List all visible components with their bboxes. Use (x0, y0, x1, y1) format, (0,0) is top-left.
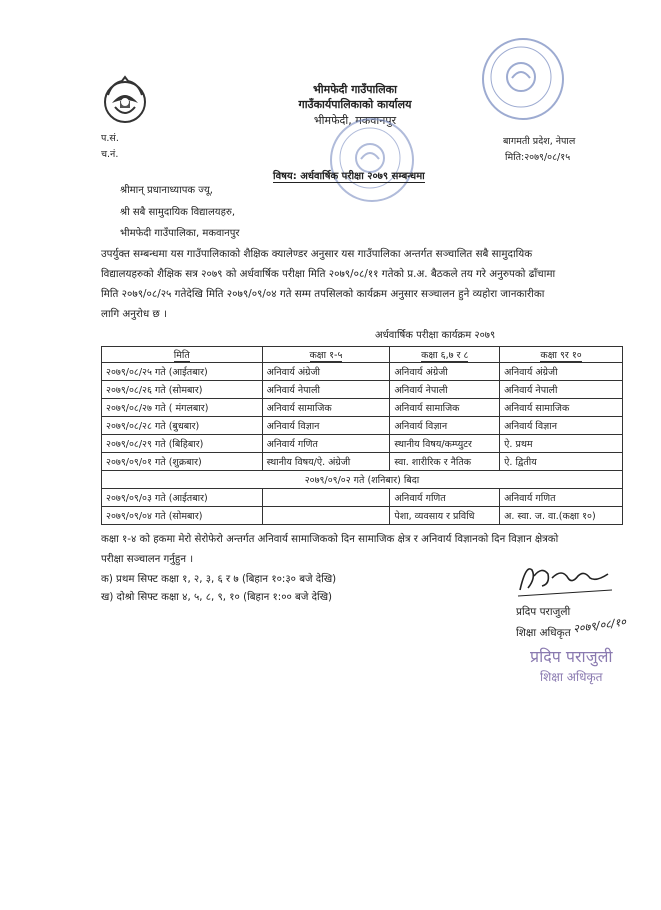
dispatch-number: च.नं. (101, 149, 119, 160)
cell-subject: अनिवार्य सामाजिक (390, 399, 500, 417)
table-row (102, 453, 623, 471)
note-line-1: कक्षा १-४ को हकमा मेरो सेरोफेरो अन्तर्गत अनिवार्य सामाजिकको दिन सामाजिक क्षेत्र र अनिवार्य विज्ञानको दिन विज्ञान क्षेत्रको (101, 534, 559, 545)
recipient-1: श्रीमान् प्रधानाध्यापक ज्यू, (120, 185, 213, 196)
cell-date: २०७९/०८/२९ गते (बिहिबार) (102, 435, 263, 453)
header-grade-6-8: कक्षा ६,७ र ८ (390, 347, 500, 363)
schedule-title: अर्धवार्षिक परीक्षा कार्यक्रम २०७९ (375, 330, 496, 341)
date-line: मिति:२०७९/०८/१५ (505, 152, 571, 163)
office-seal-center (330, 118, 414, 202)
cell-subject: अनिवार्य विज्ञान (390, 417, 500, 435)
table-row (102, 381, 623, 399)
table-row (102, 507, 623, 525)
cell-subject: अनिवार्य अंग्रेजी (500, 363, 623, 381)
office-seal-top-right (482, 38, 564, 120)
cell-subject: पेशा, व्यवसाय र प्रविधि (390, 507, 500, 525)
cell-subject: स्थानीय विषय/कम्प्युटर (390, 435, 500, 453)
cell-date: २०७९/०८/२६ गते (सोमबार) (102, 381, 263, 399)
cell-subject: स्थानीय विषय/ऐ. अंग्रेजी (262, 453, 390, 471)
cell-subject: अनिवार्य नेपाली (390, 381, 500, 399)
header-grade-1-5: कक्षा १-५ (262, 347, 390, 363)
handwritten-signature (512, 560, 622, 600)
body-line-4: लागि अनुरोध छ । (101, 308, 167, 320)
note-line-2: परीक्षा सञ्चालन गर्नुहुन । (101, 554, 194, 565)
recipient-2: श्री सबै सामुदायिक विद्यालयहरु, (120, 207, 236, 218)
cell-subject (262, 507, 390, 525)
office-name: गाउँकार्यपालिकाको कार्यालय (298, 98, 412, 111)
table-row (102, 399, 623, 417)
cell-subject: अ. स्वा. ज. वा.(कक्षा १०) (500, 507, 623, 525)
province-line: बागमती प्रदेश, नेपाल (503, 136, 576, 147)
cell-date: २०७९/०९/०४ गते (सोमबार) (102, 507, 263, 525)
table-row (102, 489, 623, 507)
subject-line (273, 168, 425, 183)
subject-text: विषय: अर्धवार्षिक परीक्षा २०७९ सम्बन्धमा (273, 171, 425, 182)
cell-subject: अनिवार्य गणित (500, 489, 623, 507)
cell-subject: अनिवार्य विज्ञान (500, 417, 623, 435)
signatory-name: प्रदिप पराजुली (516, 606, 571, 618)
table-header-row (102, 347, 623, 363)
nepal-emblem-icon (100, 75, 150, 125)
cell-subject: अनिवार्य नेपाली (262, 381, 390, 399)
address: भीमफेदी, मकवानपुर (313, 114, 397, 127)
table-row (102, 435, 623, 453)
holiday-cell: २०७९/०९/०२ गते (शनिबार) बिदा (102, 471, 623, 489)
cell-subject: अनिवार्य विज्ञान (262, 417, 390, 435)
holiday-row (102, 471, 623, 489)
cell-subject (262, 489, 390, 507)
handwritten-date: २०७९/०८/१० (572, 615, 627, 636)
header-date: मिति (102, 347, 263, 363)
name-stamp: प्रदिप पराजुली (530, 647, 613, 666)
body-line-3: मिति २०७९/०८/२५ गतेदेखि मिति २०७९/०९/०४ गते सम्म तपसिलको कार्यक्रम अनुसार सञ्चालन हुने व्यहोरा जानकारीका (101, 288, 545, 300)
shift-1: क) प्रथम सिफ्ट कक्षा १, २, ३, ६ र ७ (बिहान १०:३० बजे देखि) (101, 574, 337, 585)
recipient-3: भीमफेदी गाउँपालिका, मकवानपुर (120, 228, 240, 239)
cell-subject: अनिवार्य अंग्रेजी (390, 363, 500, 381)
table-row (102, 363, 623, 381)
cell-date: २०७९/०८/२७ गते ( मंगलबार) (102, 399, 263, 417)
cell-subject: अनिवार्य गणित (262, 435, 390, 453)
ref-number: प.सं. (101, 133, 119, 144)
schedule-table (101, 346, 623, 525)
cell-subject: अनिवार्य नेपाली (500, 381, 623, 399)
cell-subject: अनिवार्य सामाजिक (500, 399, 623, 417)
body-line-1: उपर्युक्त सम्बन्धमा यस गाउँपालिकाको शैक्षिक क्यालेण्डर अनुसार यस गाउँपालिका अन्तर्गत सञ्चालित सबै सामुदायिक (101, 248, 533, 260)
title-stamp: शिक्षा अधिकृत (540, 670, 603, 684)
cell-subject: अनिवार्य अंग्रेजी (262, 363, 390, 381)
cell-date: २०७९/०८/२८ गते (बुधबार) (102, 417, 263, 435)
cell-date: २०७९/०९/०१ गते (शुक्रबार) (102, 453, 263, 471)
cell-date: २०७९/०९/०३ गते (आईतबार) (102, 489, 263, 507)
cell-subject: अनिवार्य गणित (390, 489, 500, 507)
body-paragraph (101, 244, 631, 324)
org-name: भीमफेदी गाउँपालिका (313, 83, 397, 96)
header-grade-9-10: कक्षा ९र १० (500, 347, 623, 363)
table-row (102, 417, 623, 435)
signatory-title: शिक्षा अधिकृत (516, 627, 571, 639)
cell-subject: ऐ. प्रथम (500, 435, 623, 453)
cell-subject: अनिवार्य सामाजिक (262, 399, 390, 417)
cell-date: २०७९/०८/२५ गते (आईतबार) (102, 363, 263, 381)
cell-subject: स्वा. शारीरिक र नैतिक (390, 453, 500, 471)
body-line-2: विद्यालयहरुको शैक्षिक सत्र २०७९ को अर्धवार्षिक परीक्षा मिति २०७९/०८/११ गतेको प्र.अ. बैठकले तय गरे अनुरुपको ढाँचामा (101, 268, 556, 280)
shift-2: ख) दोश्रो सिफ्ट कक्षा ४, ५, ८, ९, १० (बिहान १:०० बजे देखि) (101, 592, 333, 603)
cell-subject: ऐ. द्वितीय (500, 453, 623, 471)
